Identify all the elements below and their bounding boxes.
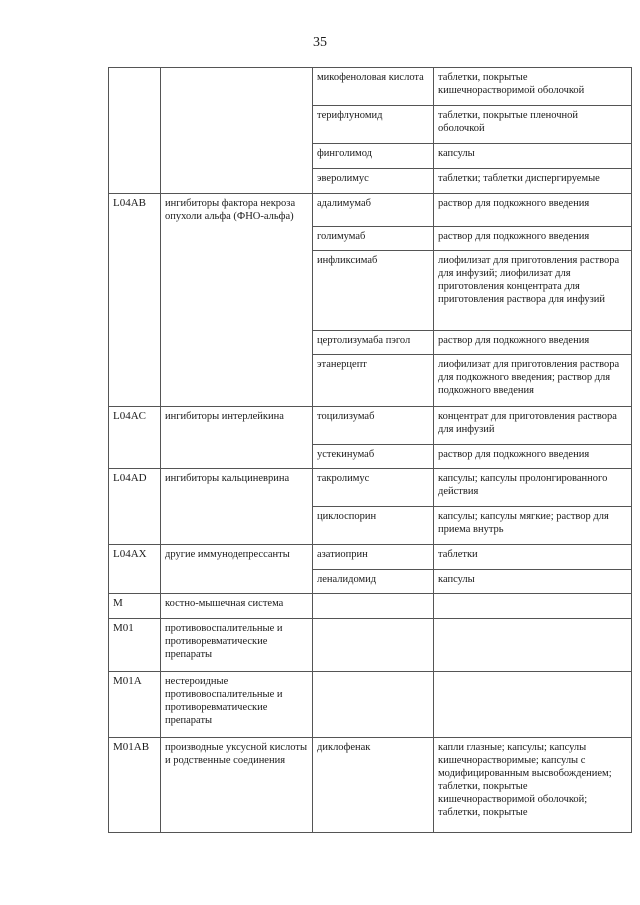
dosage-form-cell: раствор для подкожного введения: [434, 194, 632, 227]
table-row: [109, 106, 632, 144]
table-row: [109, 569, 632, 593]
group-cell: другие иммунодепрессанты: [161, 544, 313, 569]
group-cell: производные уксусной кислоты и родственные соединения: [161, 737, 313, 832]
drug-name-cell: адалимумаб: [313, 194, 434, 227]
table-row: [109, 406, 632, 444]
drug-name-cell: цертолизумаба пэгол: [313, 330, 434, 354]
drug-name-cell: устекинумаб: [313, 444, 434, 468]
drug-name-cell: микофеноловая кислота: [313, 68, 434, 106]
table-row: [109, 169, 632, 194]
table-row: [109, 144, 632, 169]
atc-code-cell: [109, 506, 161, 544]
atc-code-cell: [109, 569, 161, 593]
dosage-form-cell: лиофилизат для приготовления раствора для инфузий; лиофилизат для приготовления концентрата для приготовления раствора для инфузий: [434, 250, 632, 330]
group-cell: [161, 569, 313, 593]
group-cell: [161, 144, 313, 169]
dosage-form-cell: [434, 593, 632, 618]
group-cell: ингибиторы интерлейкина: [161, 406, 313, 444]
drug-name-cell: голимумаб: [313, 226, 434, 250]
atc-code-cell: L04AB: [109, 194, 161, 227]
table-row: [109, 544, 632, 569]
drug-name-cell: этанерцепт: [313, 354, 434, 406]
drug-name-cell: азатиоприн: [313, 544, 434, 569]
dosage-form-cell: раствор для подкожного введения: [434, 444, 632, 468]
drug-name-cell: [313, 671, 434, 737]
atc-code-cell: M: [109, 593, 161, 618]
dosage-form-cell: таблетки; таблетки диспергируемые: [434, 169, 632, 194]
drug-name-cell: леналидомид: [313, 569, 434, 593]
drug-name-cell: диклофенак: [313, 737, 434, 832]
atc-code-cell: M01A: [109, 671, 161, 737]
table-row: [109, 226, 632, 250]
group-cell: костно-мышечная система: [161, 593, 313, 618]
drug-name-cell: тоцилизумаб: [313, 406, 434, 444]
table-row: [109, 330, 632, 354]
group-cell: [161, 444, 313, 468]
dosage-form-cell: раствор для подкожного введения: [434, 226, 632, 250]
drug-name-cell: финголимод: [313, 144, 434, 169]
atc-code-cell: [109, 250, 161, 330]
dosage-form-cell: таблетки, покрытые кишечнорастворимой оболочкой: [434, 68, 632, 106]
table-row: [109, 618, 632, 671]
group-cell: [161, 68, 313, 106]
drug-name-cell: [313, 593, 434, 618]
dosage-form-cell: [434, 671, 632, 737]
dosage-form-cell: капли глазные; капсулы; капсулы кишечнорастворимые; капсулы с модифицированным высвобождением; таблетки, покрытые кишечнорастворимой оболочкой; таблетки, покрытые: [434, 737, 632, 832]
atc-code-cell: M01AB: [109, 737, 161, 832]
table-row: [109, 737, 632, 832]
drug-name-cell: инфликсимаб: [313, 250, 434, 330]
group-cell: [161, 106, 313, 144]
atc-code-cell: [109, 330, 161, 354]
atc-code-cell: L04AD: [109, 468, 161, 506]
group-cell: [161, 250, 313, 330]
dosage-form-cell: концентрат для приготовления раствора для инфузий: [434, 406, 632, 444]
atc-code-cell: M01: [109, 618, 161, 671]
drug-name-cell: эверолимус: [313, 169, 434, 194]
group-cell: [161, 506, 313, 544]
group-cell: ингибиторы кальциневрина: [161, 468, 313, 506]
group-cell: нестероидные противовоспалительные и противоревматические препараты: [161, 671, 313, 737]
medication-table: [108, 67, 632, 833]
dosage-form-cell: таблетки, покрытые пленочной оболочкой: [434, 106, 632, 144]
atc-code-cell: [109, 444, 161, 468]
table-row: [109, 593, 632, 618]
atc-code-cell: L04AC: [109, 406, 161, 444]
table-row: [109, 250, 632, 330]
table-row: [109, 194, 632, 227]
group-cell: ингибиторы фактора некроза опухоли альфа (ФНО-альфа): [161, 194, 313, 227]
table-row: [109, 468, 632, 506]
dosage-form-cell: таблетки: [434, 544, 632, 569]
dosage-form-cell: капсулы: [434, 144, 632, 169]
dosage-form-cell: [434, 618, 632, 671]
dosage-form-cell: капсулы; капсулы мягкие; раствор для приема внутрь: [434, 506, 632, 544]
drug-name-cell: такролимус: [313, 468, 434, 506]
group-cell: противовоспалительные и противоревматические препараты: [161, 618, 313, 671]
group-cell: [161, 330, 313, 354]
dosage-form-cell: лиофилизат для приготовления раствора для подкожного введения; раствор для подкожного введения: [434, 354, 632, 406]
atc-code-cell: [109, 169, 161, 194]
table-row: [109, 68, 632, 106]
table-row: [109, 354, 632, 406]
group-cell: [161, 169, 313, 194]
atc-code-cell: [109, 226, 161, 250]
drug-name-cell: циклоспорин: [313, 506, 434, 544]
atc-code-cell: L04AX: [109, 544, 161, 569]
table-row: [109, 444, 632, 468]
group-cell: [161, 226, 313, 250]
table-row: [109, 506, 632, 544]
dosage-form-cell: капсулы; капсулы пролонгированного действия: [434, 468, 632, 506]
atc-code-cell: [109, 68, 161, 106]
group-cell: [161, 354, 313, 406]
table-row: [109, 671, 632, 737]
atc-code-cell: [109, 144, 161, 169]
atc-code-cell: [109, 354, 161, 406]
drug-name-cell: [313, 618, 434, 671]
drug-name-cell: терифлуномид: [313, 106, 434, 144]
atc-code-cell: [109, 106, 161, 144]
page-number: 35: [313, 35, 327, 50]
dosage-form-cell: раствор для подкожного введения: [434, 330, 632, 354]
dosage-form-cell: капсулы: [434, 569, 632, 593]
